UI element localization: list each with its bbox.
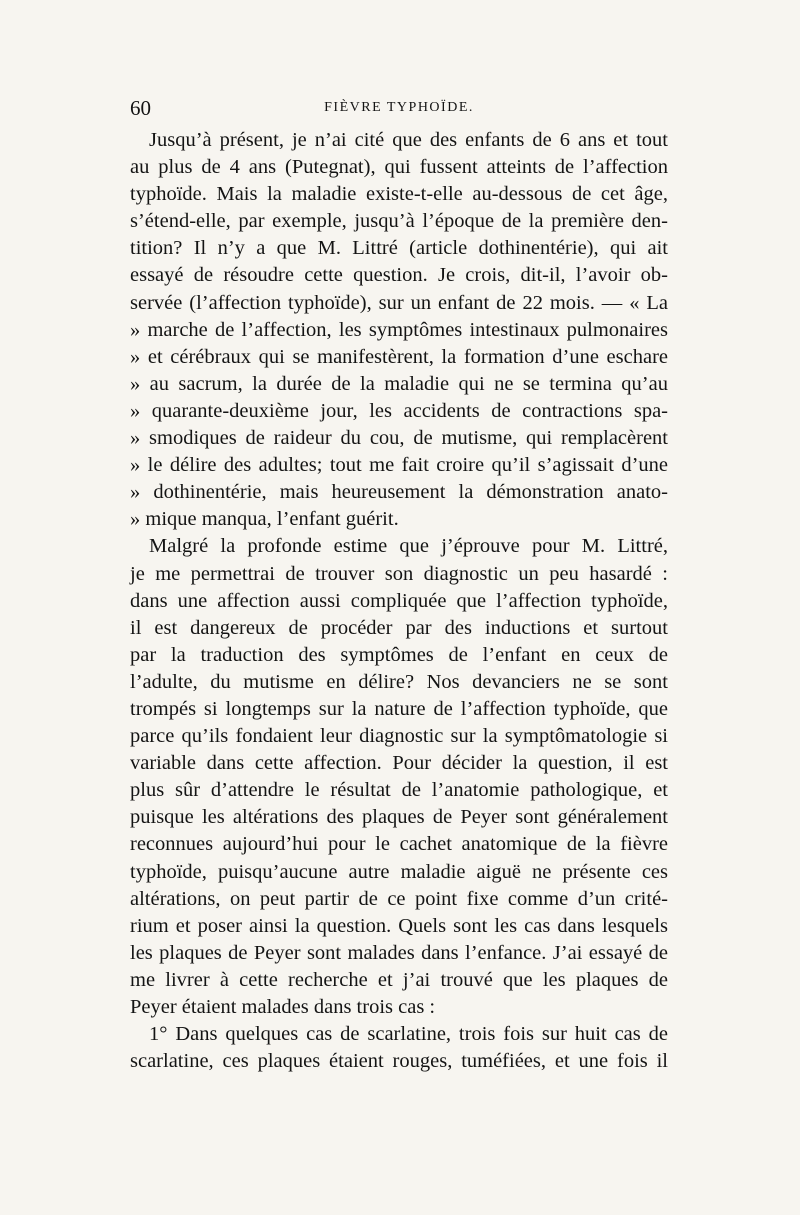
text-line: servée (l’affection typhoïde), sur un enfant de 22 mois. — « La <box>130 291 668 314</box>
body-text <box>130 127 668 1075</box>
text-line: l’adulte, du mutisme en délire? Nos devanciers ne se sont <box>130 670 668 693</box>
text-line: plus sûr d’attendre le résultat de l’anatomie pathologique, et <box>130 779 668 802</box>
text-line: il est dangereux de procéder par des inductions et surtout <box>130 616 668 639</box>
text-line: s’étend-elle, par exemple, jusqu’à l’époque de la première den- <box>130 210 668 233</box>
text-line: scarlatine, ces plaques étaient rouges, tuméfiées, et une fois il <box>130 1050 668 1073</box>
text-line: trompés si longtemps sur la nature de l’affection typhoïde, que <box>130 697 668 720</box>
text-line: » quarante-deuxième jour, les accidents de contractions spa- <box>130 399 668 422</box>
text-line: Peyer étaient malades dans trois cas : <box>130 996 436 1018</box>
text-line: » et cérébraux qui se manifestèrent, la formation d’une eschare <box>130 345 668 368</box>
text-line: Malgré la profonde estime que j’éprouve pour M. Littré, <box>149 535 668 558</box>
text-line: rium et poser ainsi la question. Quels sont les cas dans lesquels <box>130 914 668 937</box>
text-line: » le délire des adultes; tout me fait croire qu’il s’agissait d’une <box>130 454 668 477</box>
text-line: Jusqu’à présent, je n’ai cité que des enfants de 6 ans et tout <box>149 129 668 151</box>
running-title: FIÈVRE TYPHOÏDE. <box>324 100 474 115</box>
text-line: dans une affection aussi compliquée que l’affection typhoïde, <box>130 589 668 612</box>
text-line: au plus de 4 ans (Putegnat), qui fussent atteints de l’affection <box>130 156 668 179</box>
text-line: les plaques de Peyer sont malades dans l’enfance. J’ai essayé de <box>130 941 668 964</box>
text-line: je me permettrai de trouver son diagnostic un peu hasardé : <box>130 562 668 585</box>
text-line: typhoïde, puisqu’aucune autre maladie aiguë ne présente ces <box>130 860 668 883</box>
text-line: » au sacrum, la durée de la maladie qui ne se termina qu’au <box>130 372 668 395</box>
text-line: » marche de l’affection, les symptômes intestinaux pulmonaires <box>130 318 668 341</box>
text-line: 1° Dans quelques cas de scarlatine, trois fois sur huit cas de <box>149 1023 668 1046</box>
page-number: 60 <box>130 96 151 120</box>
text-line: tition? Il n’y a que M. Littré (article dothinentérie), qui ait <box>130 237 668 260</box>
text-line: » mique manqua, l’enfant guérit. <box>130 508 399 531</box>
text-line: par la traduction des symptômes de l’enfant en ceux de <box>130 643 668 666</box>
text-line: » smodiques de raideur du cou, de mutisme, qui remplacèrent <box>130 427 668 450</box>
text-line: » dothinentérie, mais heureusement la démonstration anato- <box>130 481 668 504</box>
text-line: me livrer à cette recherche et j’ai trouvé que les plaques de <box>130 968 668 991</box>
text-line: altérations, on peut partir de ce point fixe comme d’un crité- <box>130 887 668 910</box>
text-line: variable dans cette affection. Pour décider la question, il est <box>130 752 668 775</box>
page-header <box>130 96 668 120</box>
text-line: puisque les altérations des plaques de Peyer sont généralement <box>130 806 668 829</box>
text-line: typhoïde. Mais la maladie existe-t-elle au-dessous de cet âge, <box>130 183 668 206</box>
text-line: essayé de résoudre cette question. Je crois, dit-il, l’avoir ob- <box>130 264 668 287</box>
text-line: reconnues aujourd’hui pour le cachet anatomique de la fièvre <box>130 833 668 856</box>
text-line: parce qu’ils fondaient leur diagnostic sur la symptômatologie si <box>130 725 668 748</box>
